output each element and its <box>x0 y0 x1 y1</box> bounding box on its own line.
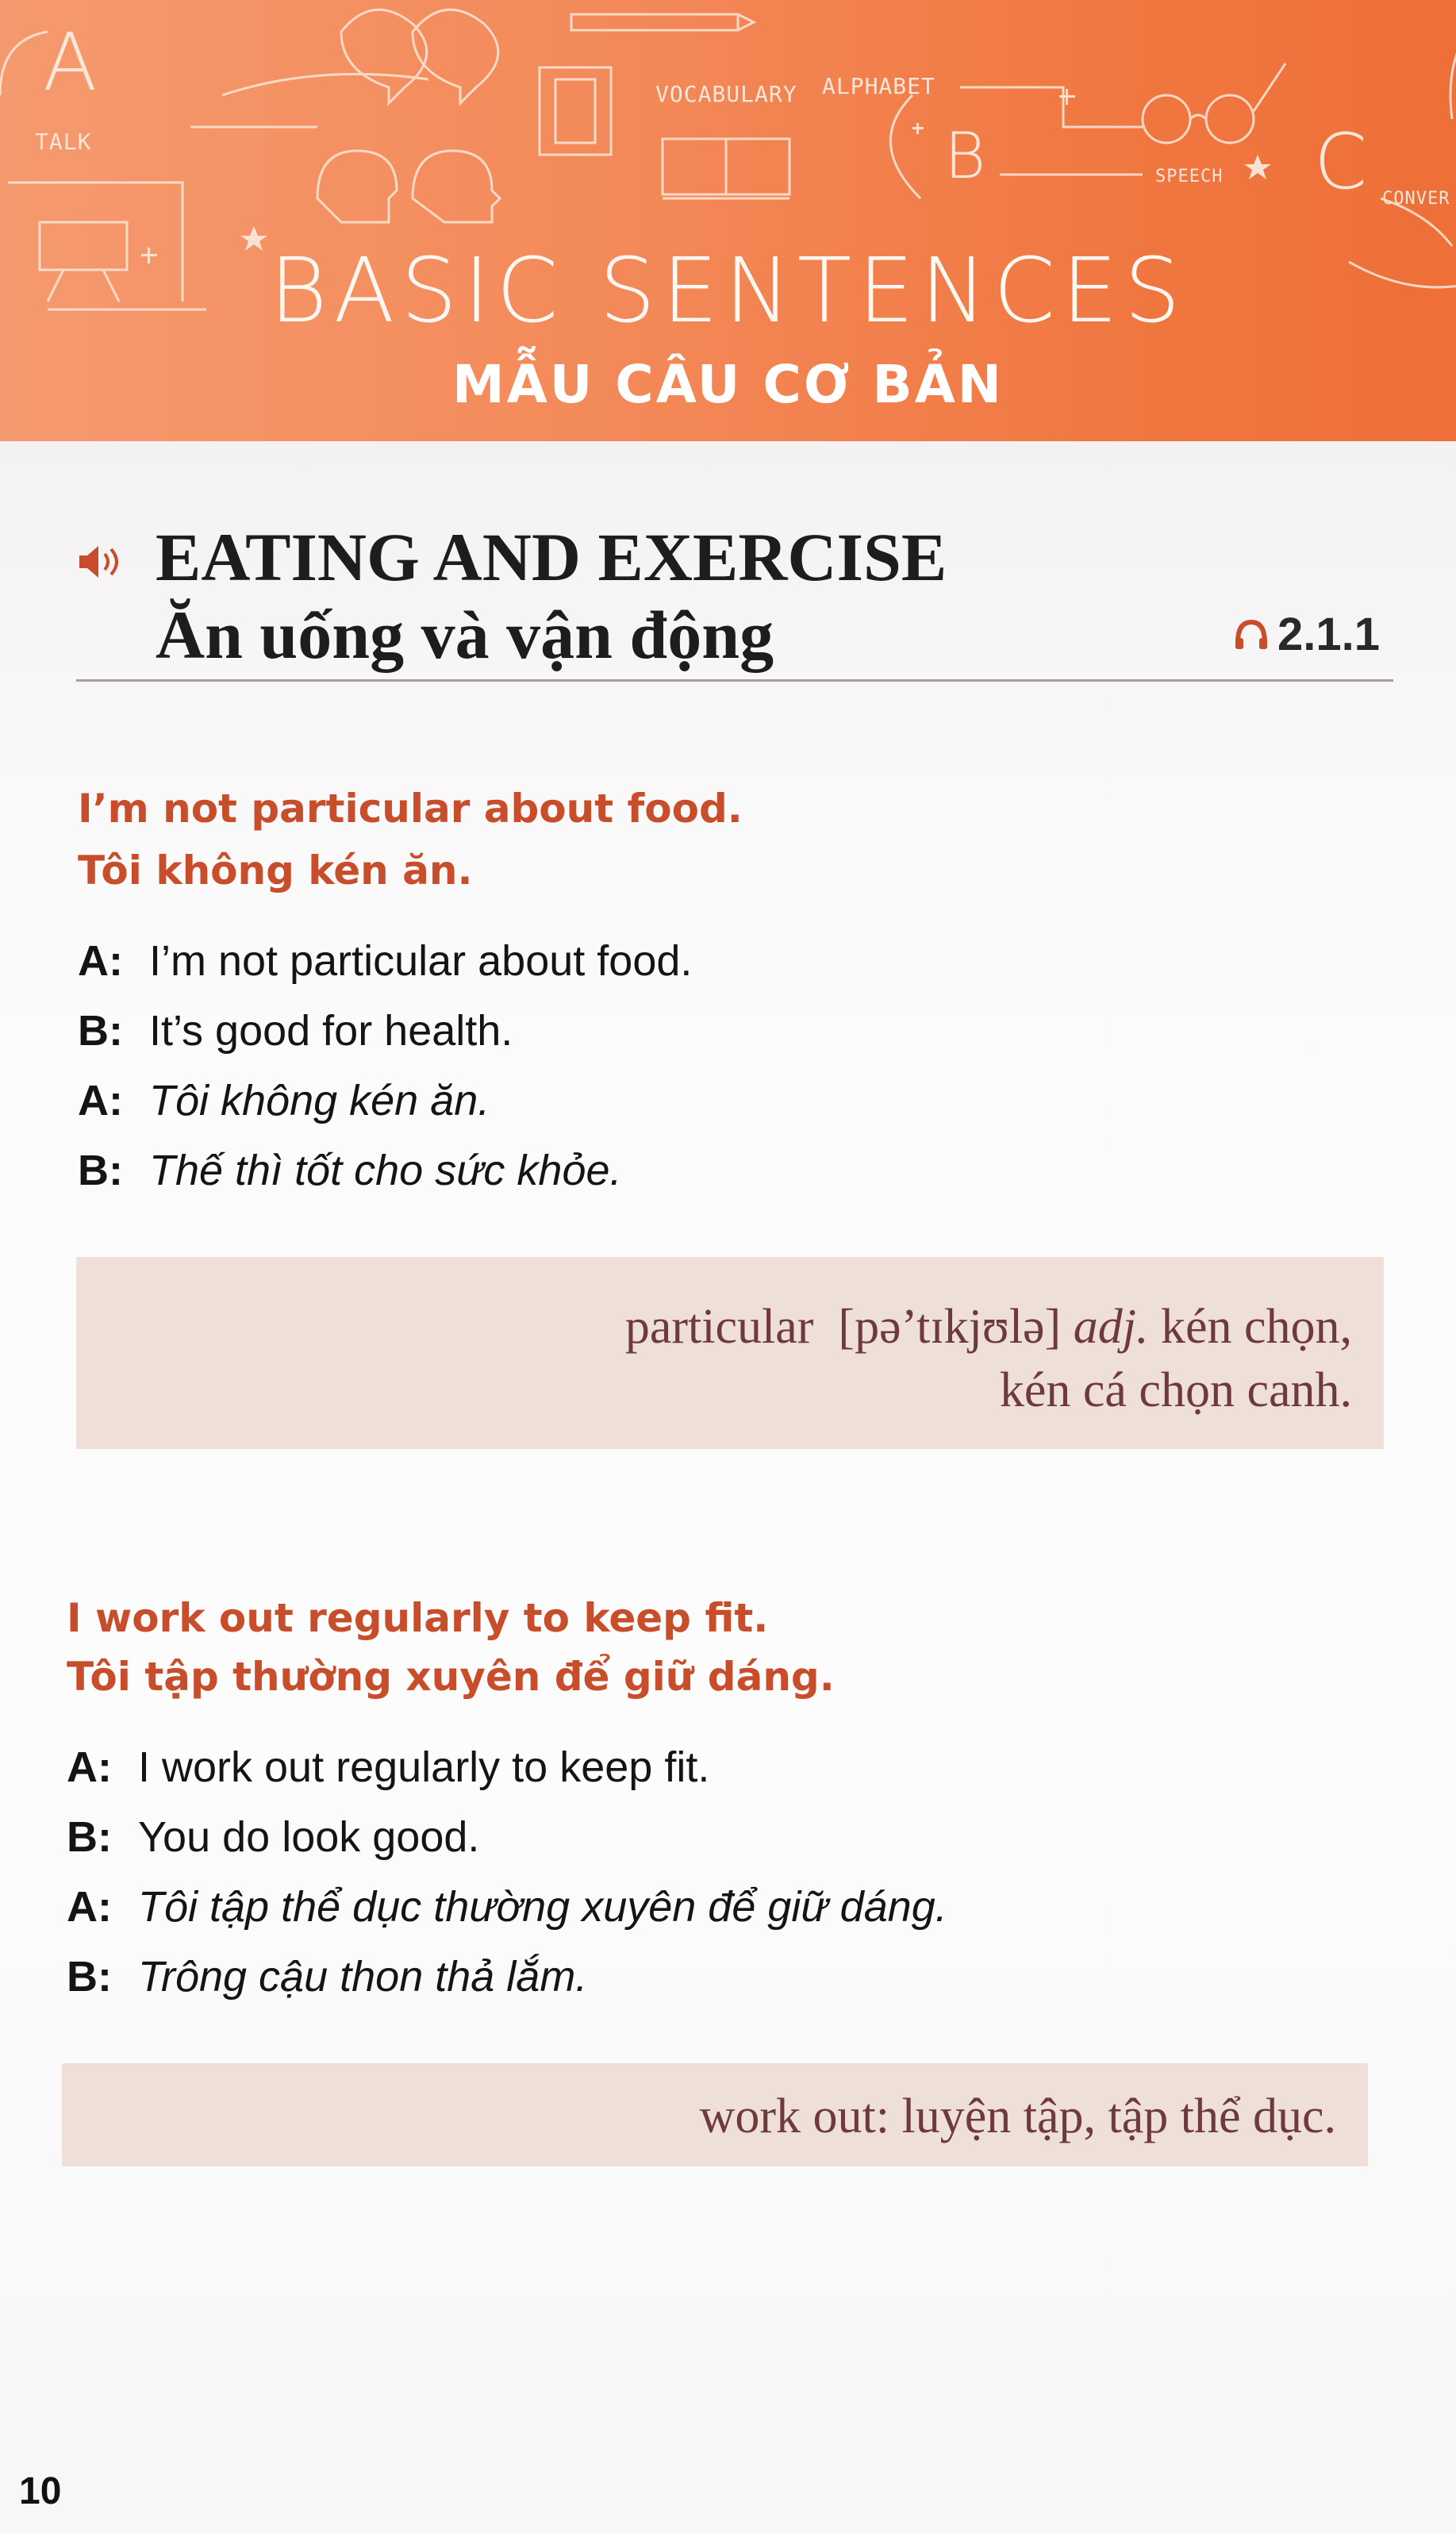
banner-word-conversation: CONVER <box>1382 189 1450 209</box>
key-sentence-en: I’m not particular about food. <box>78 786 743 832</box>
dialogue-text: Tôi không kén ăn. <box>149 1077 490 1124</box>
dialogue-text: It’s good for health. <box>149 1007 513 1055</box>
vocab-meaning: kén chọn, <box>1160 1300 1352 1354</box>
speaker-label: A: <box>78 1077 123 1124</box>
section-title-en: EATING AND EXERCISE <box>156 519 947 595</box>
header-banner <box>0 0 1456 441</box>
speaker-label: B: <box>67 1813 112 1861</box>
dialogue-line <box>78 1076 490 1125</box>
banner-letter-b: B <box>944 119 986 193</box>
speaker-label: A: <box>67 1743 112 1791</box>
vocab-note-text: work out: luyện tập, tập thể dục. <box>699 2089 1336 2143</box>
speaker-icon[interactable] <box>76 536 127 587</box>
banner-letter-c: C <box>1314 117 1368 206</box>
speaker-label: B: <box>78 1147 123 1194</box>
dialogue-text: Trông cậu thon thả lắm. <box>138 1953 588 2001</box>
dialogue-text: I work out regularly to keep fit. <box>138 1743 710 1791</box>
vocab-note <box>76 1257 1384 1449</box>
banner-letter-a: A <box>43 16 98 109</box>
banner-word-speech: SPEECH <box>1155 167 1224 186</box>
speaker-label: B: <box>67 1953 112 2001</box>
section-divider <box>76 679 1393 682</box>
banner-word-alphabet: ALPHABET <box>822 73 935 99</box>
vocab-note-line-2: kén cá chọn canh. <box>999 1363 1352 1417</box>
dialogue-line <box>67 1882 947 1931</box>
dialogue-line <box>67 1743 709 1792</box>
vocab-note-line-1 <box>76 1295 1352 1359</box>
speaker-label: A: <box>78 937 123 985</box>
speaker-label: A: <box>67 1883 112 1931</box>
vocab-ipa: [pə’tɪkjʊlə] <box>838 1300 1062 1354</box>
speaker-label: B: <box>78 1007 123 1055</box>
dialogue-line <box>78 1006 513 1055</box>
dialogue-line <box>67 1952 587 2001</box>
dialogue-line <box>78 1146 622 1195</box>
key-sentence-en: I work out regularly to keep fit. <box>67 1595 769 1641</box>
banner-word-vocabulary: VOCABULARY <box>655 81 797 107</box>
vocab-word: particular <box>624 1300 814 1354</box>
vocab-note <box>62 2063 1368 2166</box>
banner-word-talk: TALK <box>35 129 92 155</box>
page-number: 10 <box>19 2470 62 2512</box>
dialogue-line <box>67 1812 479 1862</box>
dialogue-text: Tôi tập thể dục thường xuyên để giữ dáng. <box>138 1883 947 1931</box>
section-title-vi: Ăn uống và vận động <box>156 597 774 673</box>
dialogue-text: I’m not particular about food. <box>149 937 693 985</box>
key-sentence-vi: Tôi không kén ăn. <box>78 848 473 894</box>
audio-track[interactable] <box>1233 606 1380 662</box>
key-sentence-vi: Tôi tập thường xuyên để giữ dáng. <box>67 1654 835 1700</box>
headphones-icon <box>1233 616 1270 652</box>
dialogue-text: Thế thì tốt cho sức khỏe. <box>149 1147 622 1194</box>
banner-subtitle: MẪU CÂU CƠ BẢN <box>451 354 1005 415</box>
dialogue-line <box>78 936 692 986</box>
dialogue-text: You do look good. <box>138 1813 480 1861</box>
banner-title: BASIC SENTENCES <box>269 240 1187 343</box>
page-content <box>0 441 1456 2533</box>
vocab-pos: adj. <box>1073 1300 1149 1354</box>
track-number: 2.1.1 <box>1277 608 1380 660</box>
